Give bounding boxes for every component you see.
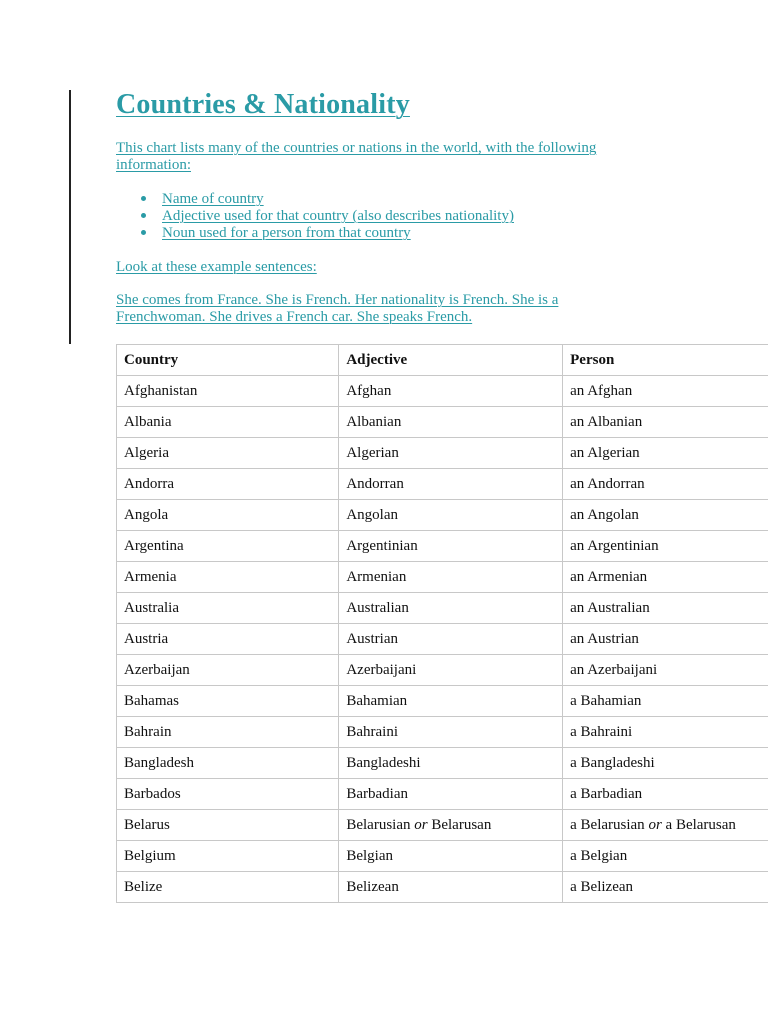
cell-country: Algeria xyxy=(116,437,338,468)
table-row xyxy=(116,716,768,747)
table-row xyxy=(116,623,768,654)
cell-adjective: Belizean xyxy=(338,871,562,903)
cell-country: Bahamas xyxy=(116,685,338,716)
info-bullet-list xyxy=(116,191,514,242)
cell-person: an Andorran xyxy=(562,468,768,499)
cell-person: a Belgian xyxy=(562,840,768,871)
table-row xyxy=(116,747,768,778)
cell-country: Australia xyxy=(116,592,338,623)
cell-country: Belarus xyxy=(116,809,338,840)
cell-country: Barbados xyxy=(116,778,338,809)
cell-adjective: Bahamian xyxy=(338,685,562,716)
cell-adjective: Armenian xyxy=(338,561,562,592)
cell-person: a Belizean xyxy=(562,871,768,903)
cell-country: Andorra xyxy=(116,468,338,499)
cell-text-italic: or xyxy=(648,816,662,833)
table-row xyxy=(116,809,768,840)
table-row xyxy=(116,530,768,561)
bullet-icon xyxy=(141,213,146,218)
cell-adjective: Belgian xyxy=(338,840,562,871)
example-sentences-link[interactable]: She comes from France. She is French. Her nationality is French. She is a Frenchwoman. She drives a French car. She speaks French. xyxy=(116,292,559,325)
cell-adjective: Algerian xyxy=(338,437,562,468)
bullet-icon xyxy=(141,196,146,201)
examples-label-link[interactable]: Look at these example sentences: xyxy=(116,259,317,275)
table-row xyxy=(116,654,768,685)
header-country: Country xyxy=(116,344,338,375)
table-row xyxy=(116,437,768,468)
cell-text: a Belarusan xyxy=(661,816,736,833)
cell-person: a Barbadian xyxy=(562,778,768,809)
bullet-link[interactable]: Adjective used for that country (also describes nationality) xyxy=(162,208,514,224)
table-row xyxy=(116,406,768,437)
cell-adjective xyxy=(338,809,562,840)
cell-adjective: Austrian xyxy=(338,623,562,654)
cell-person: a Bahraini xyxy=(562,716,768,747)
cell-country: Angola xyxy=(116,499,338,530)
nationality-table xyxy=(116,344,768,903)
cell-country: Armenia xyxy=(116,561,338,592)
cell-person: a Bahamian xyxy=(562,685,768,716)
intro-link[interactable]: This chart lists many of the countries or nations in the world, with the following information: xyxy=(116,140,597,173)
bullet-item[interactable] xyxy=(116,208,514,225)
cell-country: Belize xyxy=(116,871,338,903)
cell-country: Austria xyxy=(116,623,338,654)
header-adjective: Adjective xyxy=(338,344,562,375)
cell-adjective: Bangladeshi xyxy=(338,747,562,778)
cell-country: Bangladesh xyxy=(116,747,338,778)
table-row xyxy=(116,778,768,809)
cell-country: Belgium xyxy=(116,840,338,871)
cell-text: Belarusan xyxy=(427,816,492,833)
cell-person: an Angolan xyxy=(562,499,768,530)
bullet-icon xyxy=(141,230,146,235)
bullet-item[interactable] xyxy=(116,191,514,208)
cell-person: an Australian xyxy=(562,592,768,623)
cell-country: Azerbaijan xyxy=(116,654,338,685)
cell-country: Afghanistan xyxy=(116,375,338,406)
cell-person: an Austrian xyxy=(562,623,768,654)
cell-country: Bahrain xyxy=(116,716,338,747)
table-row xyxy=(116,499,768,530)
cell-person: an Albanian xyxy=(562,406,768,437)
cell-person: an Azerbaijani xyxy=(562,654,768,685)
cell-adjective: Barbadian xyxy=(338,778,562,809)
cell-adjective: Argentinian xyxy=(338,530,562,561)
cell-person: an Armenian xyxy=(562,561,768,592)
cell-adjective: Australian xyxy=(338,592,562,623)
table-row xyxy=(116,840,768,871)
table-row xyxy=(116,561,768,592)
cell-person xyxy=(562,809,768,840)
cell-person: an Argentinian xyxy=(562,530,768,561)
cell-adjective: Azerbaijani xyxy=(338,654,562,685)
table-row xyxy=(116,375,768,406)
examples-label[interactable] xyxy=(116,259,317,276)
table-row xyxy=(116,871,768,903)
cell-text-italic: or xyxy=(414,816,428,833)
header-person: Person xyxy=(562,344,768,375)
cell-adjective: Afghan xyxy=(338,375,562,406)
cell-person: a Bangladeshi xyxy=(562,747,768,778)
cell-adjective: Bahraini xyxy=(338,716,562,747)
intro-paragraph[interactable] xyxy=(116,140,636,174)
cell-country: Argentina xyxy=(116,530,338,561)
cell-adjective: Andorran xyxy=(338,468,562,499)
example-sentences[interactable] xyxy=(116,292,616,326)
table-row xyxy=(116,468,768,499)
cell-person: an Algerian xyxy=(562,437,768,468)
table-row xyxy=(116,592,768,623)
page-title: Countries & Nationality xyxy=(116,89,410,120)
bullet-item[interactable] xyxy=(116,225,514,242)
cell-adjective: Angolan xyxy=(338,499,562,530)
cell-person: an Afghan xyxy=(562,375,768,406)
table-body xyxy=(116,375,768,903)
table-header-row xyxy=(116,344,768,375)
bullet-link[interactable]: Name of country xyxy=(162,191,264,207)
cell-text: Belarusian xyxy=(346,816,415,833)
cell-text: a Belarusian xyxy=(570,816,649,833)
table-row xyxy=(116,685,768,716)
margin-bar xyxy=(69,90,71,344)
bullet-link[interactable]: Noun used for a person from that country xyxy=(162,225,411,241)
cell-country: Albania xyxy=(116,406,338,437)
cell-adjective: Albanian xyxy=(338,406,562,437)
